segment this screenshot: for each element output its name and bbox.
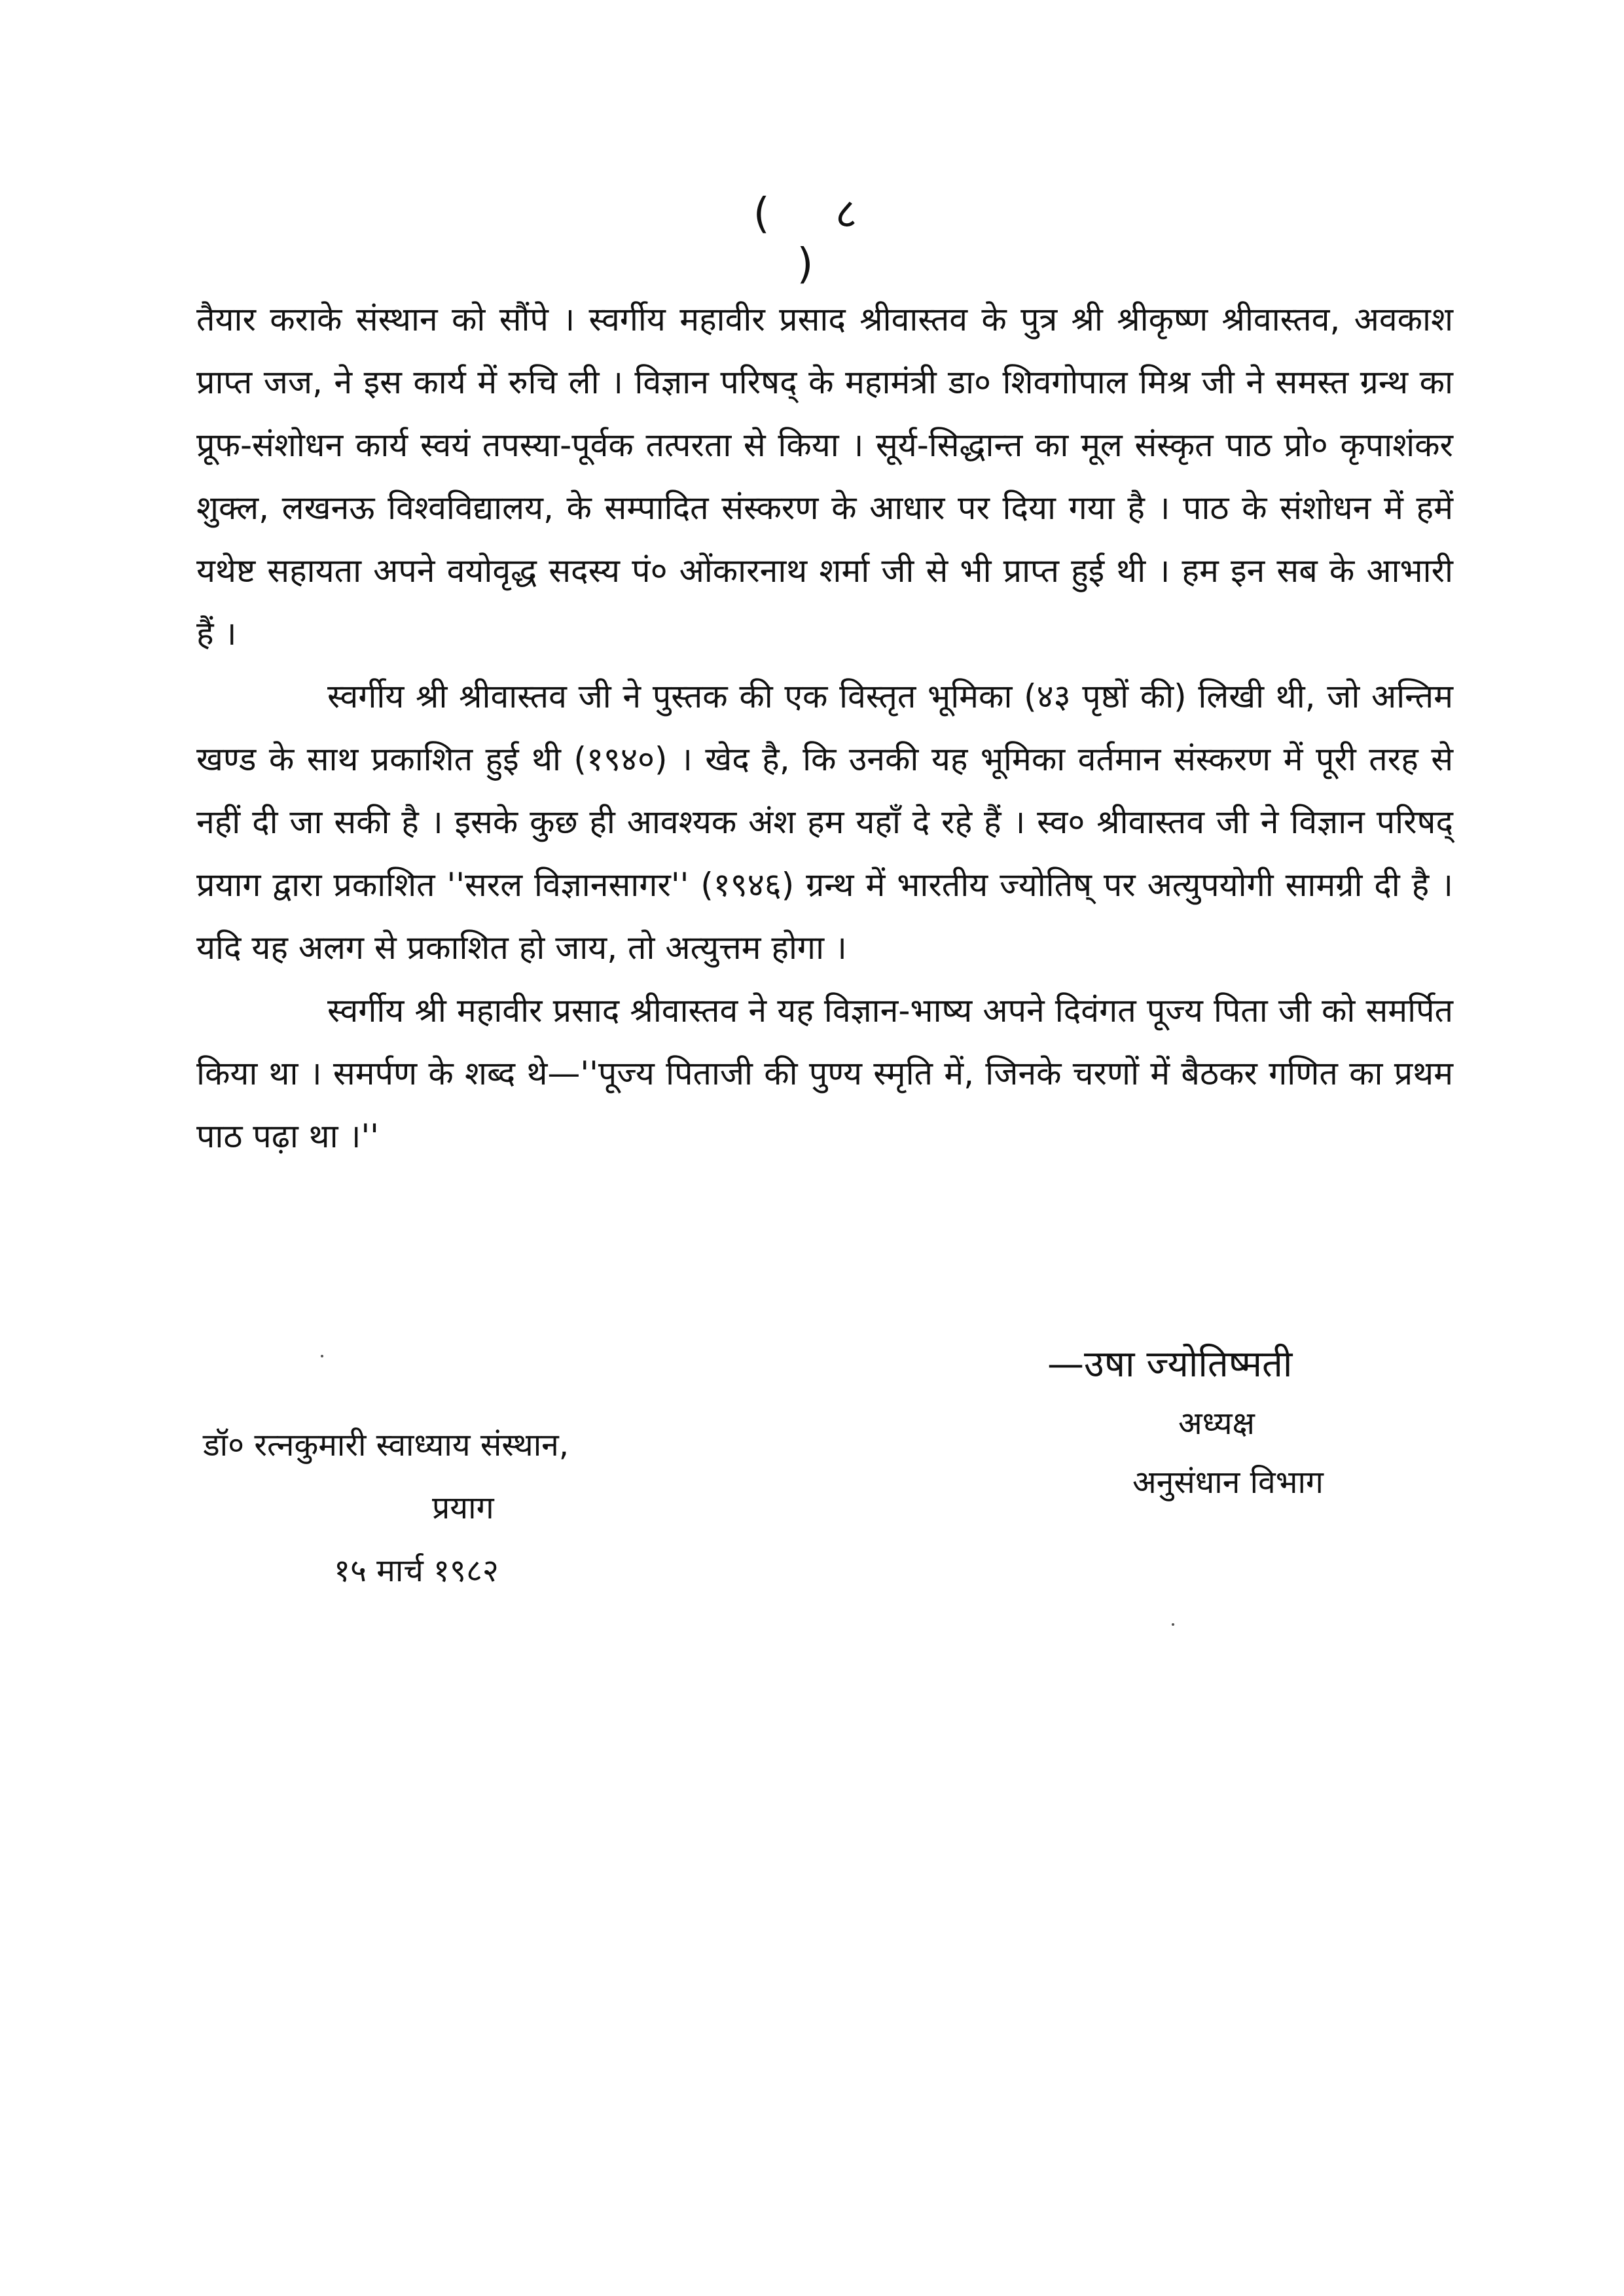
paragraph-2: स्वर्गीय श्री श्रीवास्तव जी ने पुस्तक की एक विस्तृत भूमिका (४३ पृष्ठों की) लिखी थी, जो अन्तिम खण्ड के साथ प्रकाशित हुई थी (१९४०) । खेद है, कि उनकी यह भूमिका वर्तमान संस्करण में पूरी तरह से नहीं दी जा सकी है । इसके कुछ ही आवश्यक अंश हम यहाँ दे रहे हैं । स्व० श्रीवास्तव जी ने विज्ञान परिषद् प्रयाग द्वारा प्रकाशित ''सरल विज्ञानसागर'' (१९४६) ग्रन्थ में भारतीय ज्योतिष् पर अत्युपयोगी सामग्री दी है । यदि यह अलग से प्रकाशित हो जाय, तो अत्युत्तम होगा । <box>196 677 1453 967</box>
paragraph-3: स्वर्गीय श्री महावीर प्रसाद श्रीवास्तव ने यह विज्ञान-भाष्य अपने दिवंगत पूज्य पिता जी को समर्पित किया था । समर्पण के शब्द थे—''पूज्य पिताजी की पुण्य स्मृति में, जिनके चरणों में बैठकर गणित का प्रथम पाठ पढ़ा था ।'' <box>196 992 1453 1155</box>
signature-block <box>1047 1335 1440 1512</box>
signature-department: अनुसंधान विभाग <box>1132 1464 1324 1501</box>
scan-speck <box>321 1355 323 1357</box>
scan-speck <box>1172 1623 1174 1626</box>
address-date: १५ मार्च १९८२ <box>334 1552 499 1589</box>
body-text <box>196 288 1453 1168</box>
address-block <box>203 1414 792 1602</box>
address-institution: डॉ० रत्नकुमारी स्वाध्याय संस्थान, <box>203 1427 569 1463</box>
address-city: प्रयाग <box>432 1490 494 1526</box>
page-number: ( ८ ) <box>753 190 884 289</box>
signature-title: अध्यक्ष <box>1178 1405 1255 1442</box>
paragraph-1: तैयार कराके संस्थान को सौंपे । स्वर्गीय महावीर प्रसाद श्रीवास्तव के पुत्र श्री श्रीकृष्ण श्रीवास्तव, अवकाश प्राप्त जज, ने इस कार्य में रुचि ली । विज्ञान परिषद् के महामंत्री डा० शिवगोपाल मिश्र जी ने समस्त ग्रन्थ का प्रूफ-संशोधन कार्य स्वयं तपस्या-पूर्वक तत्परता से किया । सूर्य-सिद्धान्त का मूल संस्कृत पाठ प्रो० कृपाशंकर शुक्ल, लखनऊ विश्वविद्यालय, के सम्पादित संस्करण के आधार पर दिया गया है । पाठ के संशोधन में हमें यथेष्ट सहायता अपने वयोवृद्ध सदस्य पं० ओंकारनाथ शर्मा जी से भी प्राप्त हुई थी । हम इन सब के आभारी हैं । <box>196 300 1453 653</box>
signature-name: —उषा ज्योतिष्मती <box>1047 1343 1293 1386</box>
